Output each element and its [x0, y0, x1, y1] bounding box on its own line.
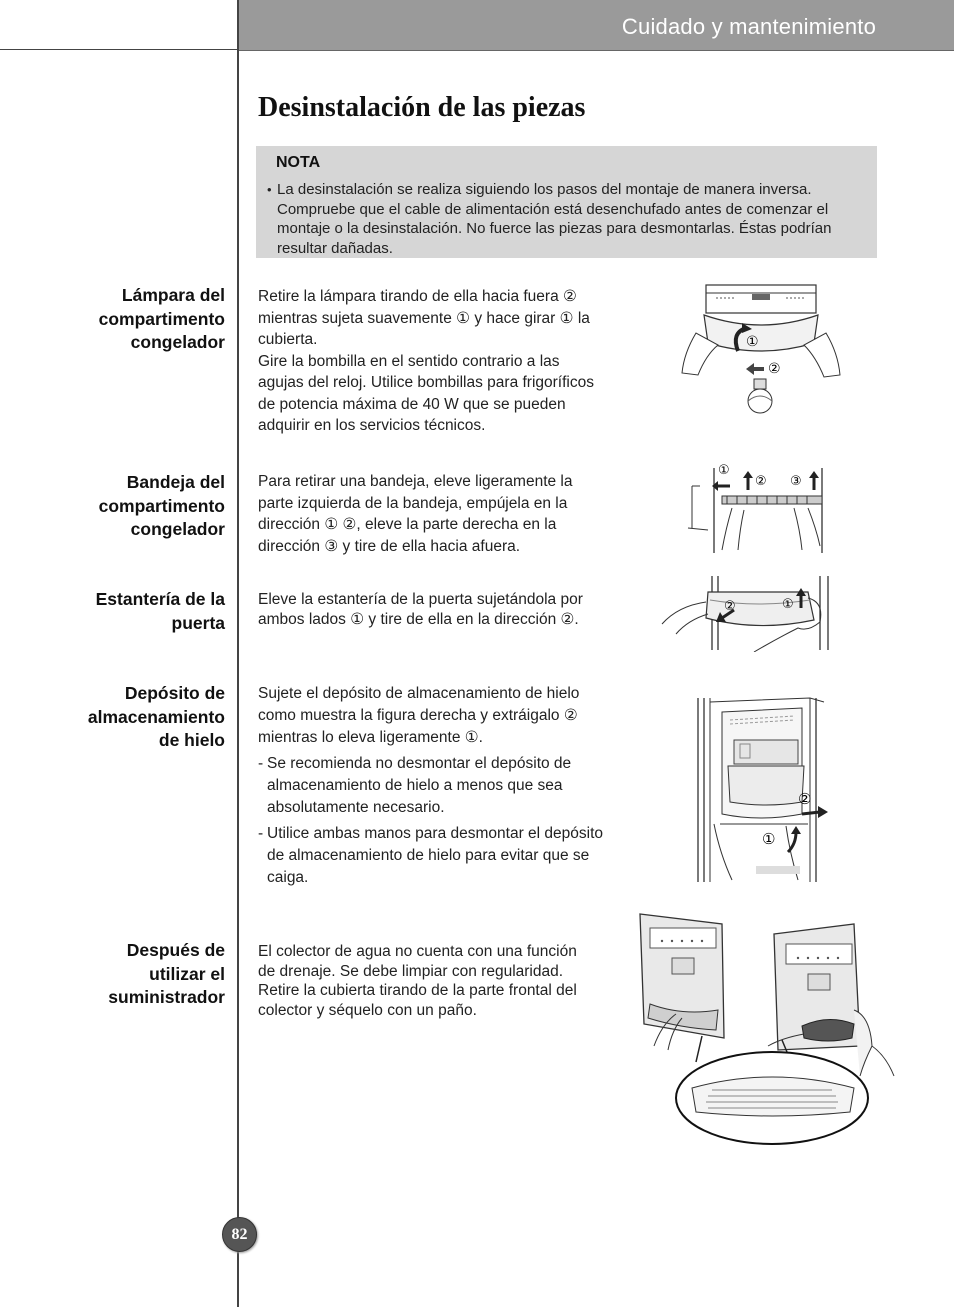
section-title: Cuidado y mantenimiento [621, 14, 876, 39]
ice-bin-illustration [690, 694, 835, 884]
paragraph: Para retirar una bandeja, eleve ligeramente la parte izquierda de la bandeja, empújela en la dirección ① ②, eleve la parte derecha en la dirección ③ y tire de ella hacia afuera. [258, 473, 573, 555]
mark-1: ① [782, 597, 794, 612]
paragraph: Gire la bombilla en el sentido contrario a las agujas del reloj. Utilice bombillas para frigoríficos de potencia máxima de 40 W que se pueden adquirir en los servicios técnicos. [258, 352, 594, 434]
margin-rule [237, 0, 239, 1307]
freezer-lamp-illustration [676, 283, 846, 433]
label-line: compartimento [98, 308, 225, 329]
mark-2: ② [724, 599, 736, 614]
section-text-freezer-lamp [258, 286, 598, 437]
section-text-door-shelf [258, 590, 588, 630]
label-line: congelador [130, 519, 225, 539]
mark-1: ① [762, 830, 776, 848]
label-line: compartimento [98, 495, 225, 516]
page-number: 82 [222, 1217, 257, 1252]
section-label-ice-bin [88, 682, 225, 753]
mark-1: ① [746, 334, 759, 350]
paragraph: El colector de agua no cuenta con una función de drenaje. Se debe limpiar con regularidad. Retire la cubierta tirando de la parte frontal del colector y séquelo con un paño. [258, 943, 577, 1019]
section-text-freezer-shelf [258, 471, 588, 557]
label-line: Estantería de la [95, 589, 225, 609]
label-line: almacenamiento [87, 706, 225, 727]
paragraph: Sujete el depósito de almacenamiento de hielo como muestra la figura derecha y extráigalo ② mientras lo eleva ligeramente ①. [258, 685, 580, 746]
freezer-shelf-illustration [682, 458, 832, 558]
paragraph: Retire la lámpara tirando de ella hacia fuera ② mientras sujeta suavemente ① y hace girar ① la cubierta. [258, 288, 590, 348]
label-line: Bandeja del [126, 472, 225, 492]
mark-3: ③ [790, 474, 802, 489]
section-text-dispenser [258, 942, 598, 1020]
section-label-freezer-shelf [99, 471, 225, 542]
mark-2: ② [755, 474, 767, 489]
note-text: • La desinstalación se realiza siguiendo los pasos del montaje de manera inversa. Compruebe que el cable de alimentación está desenchufado antes de comenzar el montaje o la desinstalación. No fuerce las piezas para desmontarlas. Éstas podrían resultar dañadas. [268, 180, 865, 258]
paragraph: Eleve la estantería de la puerta sujetándola por ambos lados ① y tire de ella en la dirección ②. [258, 591, 583, 628]
mark-1: ① [718, 463, 730, 478]
note-box [256, 146, 877, 258]
header-bar [239, 0, 954, 51]
section-label-door-shelf [96, 588, 225, 635]
label-line: puerta [171, 612, 225, 633]
bullet-item: - Se recomienda no desmontar el depósito de almacenamiento de hielo a menos que sea absolutamente necesario. [258, 753, 603, 819]
section-label-dispenser [108, 939, 225, 1010]
page-title: Desinstalación de las piezas [258, 92, 586, 123]
label-line: Depósito de [124, 683, 225, 703]
section-label-freezer-lamp [99, 284, 225, 355]
label-line: congelador [130, 332, 225, 352]
label-line: Después de [126, 940, 225, 960]
label-line: suministrador [108, 987, 225, 1007]
mark-2: ② [798, 790, 812, 808]
mark-2: ② [768, 361, 781, 377]
bullet-item: - Utilice ambas manos para desmontar el depósito de almacenamiento de hielo para evitar que se caiga. [258, 823, 603, 889]
label-line: Lámpara del [121, 285, 225, 305]
dispenser-tray-illustration [632, 906, 912, 1151]
label-line: utilizar el [149, 963, 225, 984]
door-shelf-illustration [658, 572, 838, 652]
label-line: de hielo [158, 730, 225, 750]
section-text-ice-bin [258, 683, 603, 889]
note-title: NOTA [276, 154, 321, 171]
header-rule [0, 49, 239, 50]
